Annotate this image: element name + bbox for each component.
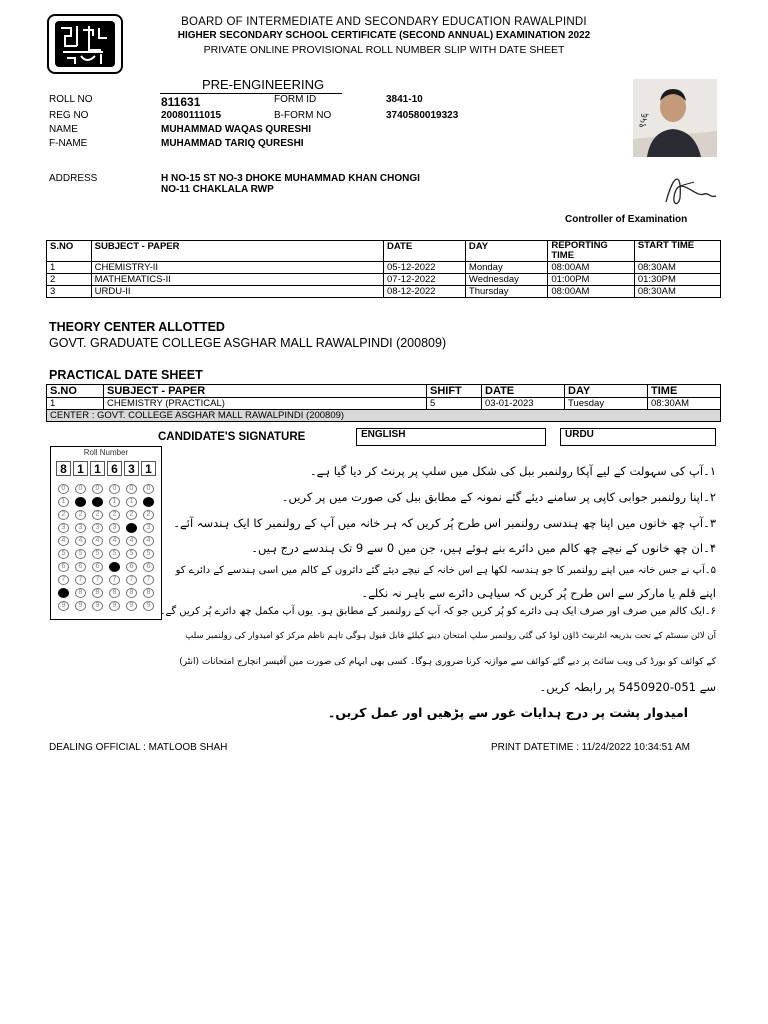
roll-bubble: 2 — [109, 510, 120, 520]
roll-bubble: 5 — [143, 549, 154, 559]
roll-bubble: 9 — [75, 601, 86, 611]
cell: Tuesday — [565, 398, 648, 410]
col-date: DATE — [384, 241, 466, 262]
svg-text:९५६: ९५६ — [637, 112, 651, 130]
roll-bubble: 3 — [126, 523, 137, 533]
exam-title: HIGHER SECONDARY SCHOOL CERTIFICATE (SECOND ANNUAL) EXAMINATION 2022 — [177, 30, 591, 41]
cell: 08:30AM — [634, 286, 720, 298]
signature-english-label: ENGLISH — [361, 429, 406, 440]
cell: 08:00AM — [548, 286, 634, 298]
roll-bubble: 3 — [92, 523, 103, 533]
cell: URDU-II — [91, 286, 383, 298]
roll-bubble: 6 — [58, 562, 69, 572]
cell: Thursday — [465, 286, 547, 298]
address-line-2: NO-11 CHAKLALA RWP — [161, 184, 274, 195]
col-start-time: START TIME — [634, 241, 720, 262]
form-id-value: 3841-10 — [386, 94, 423, 105]
roll-bubble: 4 — [126, 536, 137, 546]
roll-bubble: 5 — [109, 549, 120, 559]
reg-no-label: REG NO — [49, 110, 89, 121]
cell: 3 — [47, 286, 92, 298]
roll-bubble: 0 — [109, 484, 120, 494]
roll-bubble: 1 — [58, 497, 69, 507]
practical-center: CENTER : GOVT. COLLEGE ASGHAR MALL RAWALPINDI (200809) — [47, 410, 721, 422]
table-row — [47, 286, 721, 298]
bform-label: B-FORM NO — [274, 110, 332, 121]
col-shift: SHIFT — [427, 385, 482, 398]
instruction-line: ۲۔اپنا رولنمبر جوابی کاپی پر سامنے دیئے گئے نمونہ کے مطابق ببل کی صورت میں پر کریں۔ — [281, 490, 716, 504]
group-name: PRE-ENGINEERING — [202, 77, 325, 92]
roll-bubble: 6 — [109, 562, 120, 572]
col-time: TIME — [648, 385, 721, 398]
roll-bubble: 4 — [75, 536, 86, 546]
roll-bubble: 9 — [143, 601, 154, 611]
roll-bubble: 6 — [92, 562, 103, 572]
roll-no-value: 811631 — [161, 95, 201, 109]
table-row — [47, 398, 721, 410]
roll-bubble: 0 — [92, 484, 103, 494]
roll-bubble: 9 — [92, 601, 103, 611]
address-line-1: H NO-15 ST NO-3 DHOKE MUHAMMAD KHAN CHONGI — [161, 173, 420, 184]
instruction-line: کے کوائف کو بورڈ کی ویب سائٹ پر دیے گئے کوائف سے موازنہ کرنا ضروری ہوگا۔ کسی بھی ابہام کی صورت میں آفیسر انچارج امتحانات (انٹر) — [179, 657, 716, 667]
instruction-line: ۶۔ایک کالم میں صرف اور صرف ایک ہی دائرے کو پُر کریں جو کہ آپ کے رولنمبر کے مطابق ہو۔ یوں آپ مکمل چھ دائرے پُر کریں گے۔ — [159, 606, 716, 617]
signature-urdu-label: URDU — [565, 429, 594, 440]
roll-bubble: 4 — [143, 536, 154, 546]
roll-bubble: 0 — [126, 484, 137, 494]
controller-signature — [660, 168, 720, 212]
roll-bubble: 5 — [58, 549, 69, 559]
col-sno: S.NO — [47, 241, 92, 262]
roll-bubble: 2 — [58, 510, 69, 520]
name-value: MUHAMMAD WAQAS QURESHI — [161, 124, 311, 135]
col-day: DAY — [565, 385, 648, 398]
roll-bubble: 4 — [58, 536, 69, 546]
roll-bubble: 1 — [143, 497, 154, 507]
table-row — [47, 262, 721, 274]
board-title: BOARD OF INTERMEDIATE AND SECONDARY EDUCATION RAWALPINDI — [181, 16, 587, 28]
roll-bubble: 5 — [75, 549, 86, 559]
candidate-photo — [633, 79, 717, 157]
cell: 1 — [47, 398, 104, 410]
candidate-signature-label: CANDIDATE'S SIGNATURE — [158, 431, 306, 443]
fname-value: MUHAMMAD TARIQ QURESHI — [161, 138, 304, 149]
roll-grid-title: Roll Number — [83, 448, 129, 457]
col-day: DAY — [465, 241, 547, 262]
roll-bubble: 1 — [109, 497, 120, 507]
theory-date-sheet — [46, 240, 721, 298]
roll-digit-cell: 1 — [73, 461, 88, 476]
address-label: ADDRESS — [49, 173, 98, 184]
roll-bubble: 4 — [109, 536, 120, 546]
cell: 1 — [47, 262, 92, 274]
roll-bubble: 5 — [126, 549, 137, 559]
roll-bubble: 8 — [75, 588, 86, 598]
roll-bubble: 5 — [92, 549, 103, 559]
instruction-line: آن لائن سسٹم کے تحت بذریعہ انٹرنیٹ ڈاؤن لوڈ کی گئی رولنمبر سلپ امتحان دینے کیلئے قابل قبول ہوگی تاہم ناظم مرکز کو امیدوار کی رولنمبر سلپ — [185, 631, 716, 641]
roll-bubble: 4 — [92, 536, 103, 546]
roll-bubble: 0 — [58, 484, 69, 494]
cell: MATHEMATICS-II — [91, 274, 383, 286]
cell: 07-12-2022 — [384, 274, 466, 286]
col-date: DATE — [482, 385, 565, 398]
cell: 01:00PM — [548, 274, 634, 286]
cell: Wednesday — [465, 274, 547, 286]
roll-bubble: 9 — [126, 601, 137, 611]
roll-bubble: 8 — [109, 588, 120, 598]
form-id-label: FORM ID — [274, 94, 317, 105]
roll-bubble: 8 — [92, 588, 103, 598]
signature-urdu-box — [560, 428, 716, 446]
slip-title: PRIVATE ONLINE PROVISIONAL ROLL NUMBER SLIP WITH DATE SHEET — [203, 44, 565, 56]
theory-center-name: GOVT. GRADUATE COLLEGE ASGHAR MALL RAWALPINDI (200809) — [49, 336, 447, 350]
roll-bubble: 3 — [109, 523, 120, 533]
roll-digit-cell: 1 — [141, 461, 156, 476]
roll-bubble: 7 — [75, 575, 86, 585]
col-reporting-time: REPORTING TIME — [548, 241, 634, 262]
instruction-line: ۱۔آپ کی سہولت کے لیے آپکا رولنمبر ببل کی شکل میں سلپ پر پرنٹ کر دیا گیا ہے۔ — [309, 464, 716, 478]
cell: 08-12-2022 — [384, 286, 466, 298]
roll-digit-cell: 1 — [90, 461, 105, 476]
table-header-row — [47, 385, 721, 398]
center-row — [47, 410, 721, 422]
roll-digit-cell: 3 — [124, 461, 139, 476]
roll-bubble: 8 — [143, 588, 154, 598]
roll-bubble: 9 — [58, 601, 69, 611]
theory-center-title: THEORY CENTER ALLOTTED — [49, 320, 225, 334]
roll-bubble: 7 — [126, 575, 137, 585]
roll-bubble: 7 — [92, 575, 103, 585]
roll-bubble: 2 — [126, 510, 137, 520]
roll-bubble: 1 — [75, 497, 86, 507]
dealing-official: DEALING OFFICIAL : MATLOOB SHAH — [49, 742, 228, 753]
roll-bubble: 0 — [143, 484, 154, 494]
cell: 05-12-2022 — [384, 262, 466, 274]
table-row — [47, 274, 721, 286]
roll-bubble: 2 — [143, 510, 154, 520]
cell: 03-01-2023 — [482, 398, 565, 410]
roll-bubble: 6 — [126, 562, 137, 572]
roll-bubble: 0 — [75, 484, 86, 494]
controller-label: Controller of Examination — [565, 214, 688, 225]
instruction-line: امیدوار پشت پر درج ہدایات غور سے پڑھیں اور عمل کریں۔ — [328, 705, 688, 720]
instruction-line: ۴۔ان چھ خانوں کے نیچے چھ کالم میں دائرے بنے ہوئے ہیں، جن میں 0 سے 9 تک ہندسے درج ہیں۔ — [251, 541, 716, 555]
print-datetime: PRINT DATETIME : 11/24/2022 10:34:51 AM — [491, 742, 690, 753]
roll-bubble: 8 — [58, 588, 69, 598]
cell: CHEMISTRY (PRACTICAL) — [104, 398, 427, 410]
table-header-row — [47, 241, 721, 262]
instruction-line: ۳۔آپ چھ خانوں میں اپنا چھ ہندسی رولنمبر اس طرح پُر کریں کہ ہر خانہ میں آپ کے رولنمبر کا ایک ہندسہ آئے۔ — [173, 516, 716, 530]
practical-title: PRACTICAL DATE SHEET — [49, 368, 203, 382]
roll-bubble: 3 — [58, 523, 69, 533]
roll-bubble: 2 — [92, 510, 103, 520]
roll-no-label: ROLL NO — [49, 94, 93, 105]
roll-bubble: 6 — [75, 562, 86, 572]
roll-bubble: 1 — [126, 497, 137, 507]
instruction-line: سے 051-5450920 پر رابطہ کریں۔ — [539, 680, 716, 694]
instruction-line: ۵۔آپ نے جس خانہ میں اپنے رولنمبر کا جو ہندسہ لکھا ہے اس خانہ کے نیچے دیئے گئے دائروں کے کالم میں اسی ہندسے کے دائرے کو — [175, 565, 716, 576]
name-label: NAME — [49, 124, 78, 135]
roll-bubble: 2 — [75, 510, 86, 520]
col-sno: S.NO — [47, 385, 104, 398]
roll-bubble: 6 — [143, 562, 154, 572]
cell: 2 — [47, 274, 92, 286]
cell: 01:30PM — [634, 274, 720, 286]
cell: Monday — [465, 262, 547, 274]
cell: 5 — [427, 398, 482, 410]
reg-no-value: 20080111015 — [161, 110, 222, 121]
cell: 08:30AM — [634, 262, 720, 274]
roll-bubble: 7 — [109, 575, 120, 585]
roll-bubble: 3 — [143, 523, 154, 533]
roll-bubble: 7 — [143, 575, 154, 585]
roll-bubble: 9 — [109, 601, 120, 611]
roll-digit-cell: 8 — [56, 461, 71, 476]
fname-label: F-NAME — [49, 138, 88, 149]
instruction-line: اپنے قلم یا مارکر سے اس طرح پُر کریں کہ سیاہی دائرے سے باہر نہ نکلے۔ — [361, 586, 716, 600]
signature-english-box — [356, 428, 546, 446]
roll-digit-cell: 6 — [107, 461, 122, 476]
practical-date-sheet — [46, 384, 721, 422]
cell: 08:30AM — [648, 398, 721, 410]
bform-value: 3740580019323 — [386, 110, 459, 121]
roll-number-grid — [50, 446, 162, 620]
col-subject: SUBJECT - PAPER — [104, 385, 427, 398]
roll-bubble: 8 — [126, 588, 137, 598]
roll-bubble: 1 — [92, 497, 103, 507]
col-subject: SUBJECT - PAPER — [91, 241, 383, 262]
roll-bubble: 7 — [58, 575, 69, 585]
cell: CHEMISTRY-II — [91, 262, 383, 274]
cell: 08:00AM — [548, 262, 634, 274]
roll-bubble: 3 — [75, 523, 86, 533]
